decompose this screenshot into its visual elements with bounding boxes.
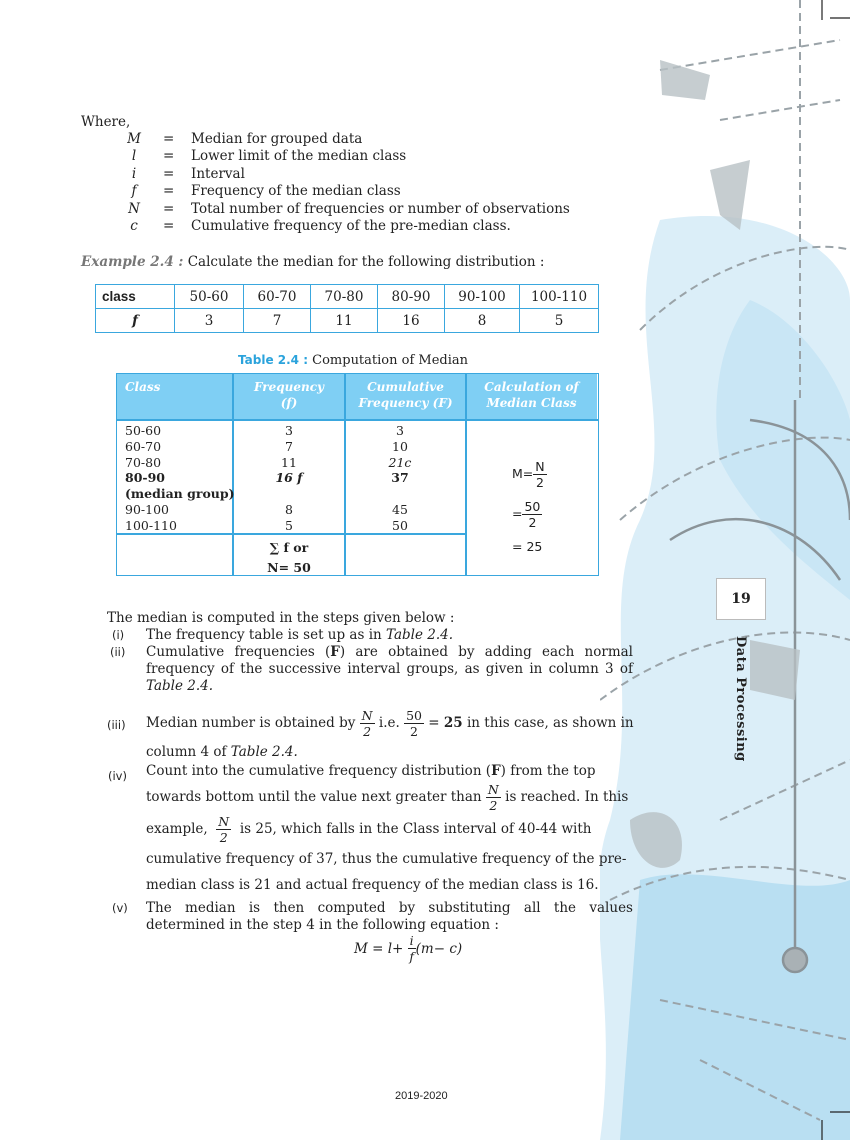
sum-cell bbox=[233, 538, 345, 578]
frequency-column bbox=[233, 423, 345, 534]
distribution-table bbox=[95, 284, 599, 333]
chapter-side-label: Data Processing bbox=[733, 636, 748, 762]
decorative-illustration bbox=[600, 0, 850, 1140]
list-item: 80-90 bbox=[125, 470, 165, 486]
header-calculation: Calculation of Median Class bbox=[466, 374, 597, 420]
example-text: Calculate the median for the following distribution : bbox=[187, 254, 545, 270]
definition-eq: = bbox=[163, 148, 175, 165]
definition-eq: = bbox=[163, 131, 175, 147]
list-item: 45 bbox=[392, 501, 408, 517]
list-item: 70-80 bbox=[125, 454, 162, 470]
definition-text: Median for grouped data bbox=[191, 131, 363, 147]
list-item: 16 f bbox=[275, 470, 303, 486]
table-cell: class bbox=[96, 285, 175, 309]
step-2: (ii) Cumulative frequencies (F) are obtained by adding each normal frequency of the successive interval groups, as given in column 3 of Table 2.4. bbox=[110, 644, 633, 694]
list-item: 3 bbox=[396, 423, 404, 438]
list-item: 5 bbox=[285, 517, 293, 533]
table-cell: 80-90 bbox=[378, 285, 445, 309]
definition-sym: N bbox=[128, 200, 140, 217]
median-equation: M = l+ $\frac{i}{f}$ (m− c) bbox=[354, 933, 463, 964]
page-number: 19 bbox=[716, 578, 766, 620]
header-frequency: Frequency (f) bbox=[233, 374, 345, 420]
definition-eq: = bbox=[163, 165, 175, 182]
definition-eq: = bbox=[163, 218, 175, 234]
list-item: (median group) bbox=[125, 486, 235, 502]
definition-text: Cumulative frequency of the pre-median class. bbox=[191, 218, 511, 234]
definition-sym: M bbox=[127, 131, 141, 147]
calc-result: = 25 bbox=[512, 539, 543, 554]
calc-m-label: M= bbox=[512, 466, 534, 481]
table-cell: 3 bbox=[175, 309, 244, 333]
list-item: 50-60 bbox=[125, 423, 162, 438]
n-label: N= 50 bbox=[267, 560, 311, 575]
definition-text: Lower limit of the median class bbox=[191, 148, 407, 165]
fraction: $\frac{N}{2}$ bbox=[535, 459, 545, 490]
definition-sym: l bbox=[131, 148, 137, 165]
list-item: 50 bbox=[392, 517, 408, 533]
table-cell: 70-80 bbox=[311, 285, 378, 309]
list-item: 10 bbox=[392, 438, 408, 454]
table-caption bbox=[238, 352, 468, 369]
table-cell: 90-100 bbox=[445, 285, 520, 309]
median-table bbox=[116, 373, 599, 576]
definition-eq: = bbox=[163, 200, 175, 217]
list-item: 100-110 bbox=[125, 517, 177, 533]
step-3: (iii) Median number is obtained by $\frac{N}{2}$ i.e. $\frac{50}{2}$ = 25 in this case, as shown in column 4 of Table 2.4. bbox=[107, 707, 634, 760]
definition-text: Interval bbox=[191, 165, 245, 182]
definition-text: Total number of frequencies or number of observations bbox=[191, 200, 570, 217]
list-item: 3 bbox=[285, 423, 293, 438]
step-1: (i) The frequency table is set up as in Table 2.4. bbox=[112, 627, 454, 643]
header-cumulative: Cumulative Frequency (F) bbox=[345, 374, 466, 420]
step-4: (iv) Count into the cumulative frequency distribution (F) from the top towards bottom until the value next greater than $\frac{N}{2}$ is reached. In this example, $\frac{N}{2}$ is 25, which falls in the Class interval of 40-44 with cumulative frequency of 37, thus the cumulative frequency of the pre- median class is 21 and actual frequency of the median class is 16. bbox=[108, 763, 629, 893]
calc-eq: = bbox=[512, 506, 523, 521]
step-5: (v) The median is then computed by substituting all the values determined in the step 4 in the following equation : bbox=[112, 900, 633, 933]
definition-sym: i bbox=[131, 165, 137, 182]
table-cell: 7 bbox=[244, 309, 311, 333]
table-cell: f bbox=[96, 309, 175, 333]
list-item: 7 bbox=[285, 438, 293, 454]
definition-text: Frequency of the median class bbox=[191, 183, 401, 200]
list-item: 60-70 bbox=[125, 438, 162, 454]
list-item: 21c bbox=[388, 454, 412, 470]
cumulative-column bbox=[345, 423, 455, 534]
table-cell: 5 bbox=[520, 309, 599, 333]
example-line bbox=[81, 254, 544, 271]
list-item: 8 bbox=[285, 501, 293, 517]
column-divider bbox=[465, 374, 467, 575]
table-caption-label: Table 2.4 : bbox=[238, 353, 308, 367]
list-item: 90-100 bbox=[125, 501, 169, 517]
footer-year: 2019-2020 bbox=[395, 1090, 448, 1102]
header-class: Class bbox=[117, 374, 233, 420]
table-row bbox=[96, 309, 599, 333]
table-row bbox=[96, 285, 599, 309]
steps-intro: The median is computed in the steps given below : bbox=[107, 610, 455, 626]
list-item: 11 bbox=[281, 454, 297, 470]
table-cell: 100-110 bbox=[520, 285, 599, 309]
table-caption-text: Computation of Median bbox=[312, 353, 469, 368]
table-cell: 60-70 bbox=[244, 285, 311, 309]
fraction: $\frac{50}{2}$ bbox=[524, 499, 541, 530]
list-item: 37 bbox=[391, 470, 409, 486]
table-cell: 11 bbox=[311, 309, 378, 333]
definition-eq: = bbox=[163, 183, 175, 200]
calculation-cell bbox=[512, 459, 547, 555]
table-cell: 50-60 bbox=[175, 285, 244, 309]
definition-sym: f bbox=[131, 183, 137, 200]
row-divider bbox=[117, 419, 598, 421]
class-column bbox=[125, 423, 235, 534]
table-cell: 8 bbox=[445, 309, 520, 333]
definition-sym: c bbox=[130, 218, 138, 234]
where-label: Where, bbox=[81, 114, 131, 130]
example-label: Example 2.4 : bbox=[81, 254, 184, 270]
table-cell: 16 bbox=[378, 309, 445, 333]
sum-label: ∑ f or bbox=[269, 540, 309, 555]
steps-section bbox=[107, 610, 633, 934]
